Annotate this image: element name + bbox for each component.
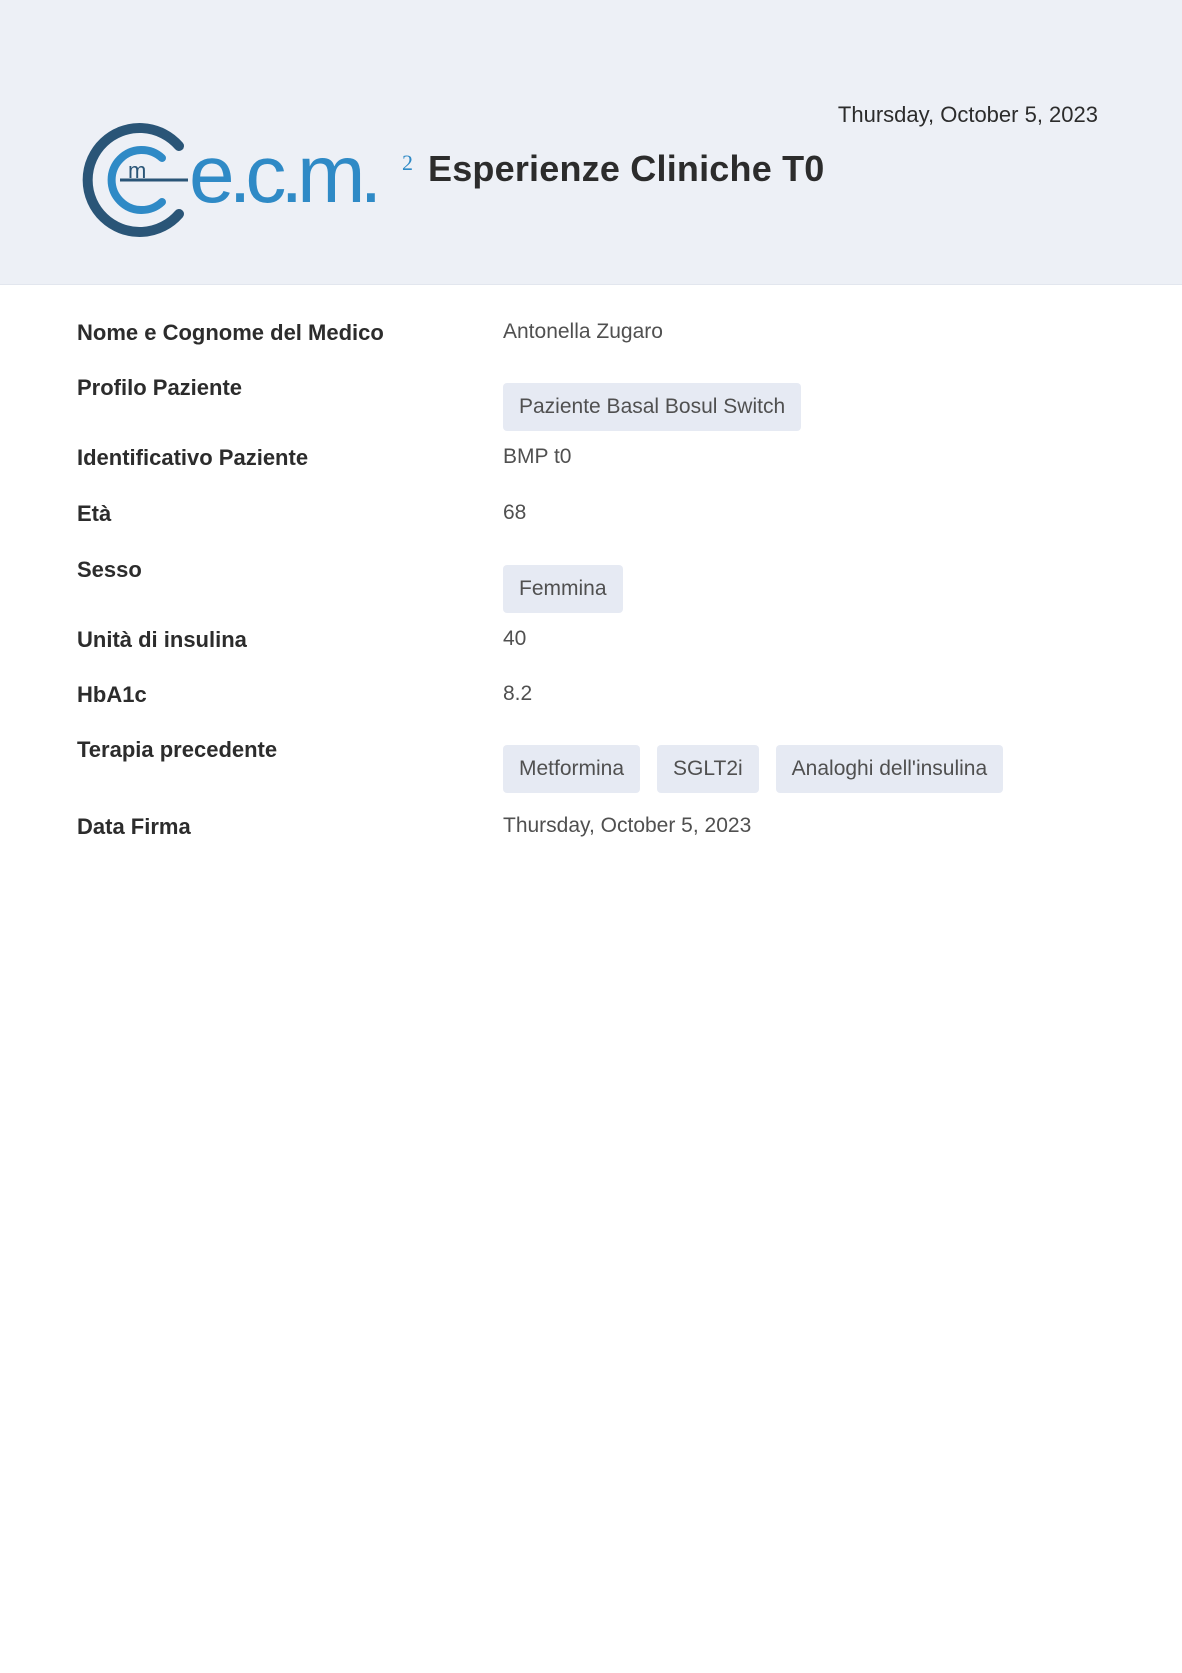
field-label: Profilo Paziente: [77, 375, 243, 400]
field-label: Identificativo Paziente: [77, 445, 309, 470]
tag: Paziente Basal Bosul Switch: [503, 383, 801, 431]
tag-list: [503, 745, 1003, 793]
field-previous-therapy: [77, 733, 1107, 810]
emblem-letter: m: [128, 158, 147, 183]
field-patient-profile: [77, 371, 1107, 441]
field-label: Terapia precedente: [77, 737, 278, 762]
field-value: BMP t0: [503, 445, 572, 468]
page-title: Esperienze Cliniche T0: [428, 148, 825, 189]
field-value: Thursday, October 5, 2023: [503, 814, 752, 837]
field-label: Nome e Cognome del Medico: [77, 320, 384, 345]
field-sex: [77, 553, 1107, 623]
logo-wordmark: e.c.m.: [189, 129, 377, 220]
field-value: 40: [503, 627, 527, 650]
tag-list: [503, 383, 801, 431]
field-label: Unità di insulina: [77, 627, 247, 652]
field-label: Sesso: [77, 557, 142, 582]
field-doctor-name: [77, 316, 1107, 371]
field-patient-id: [77, 441, 1107, 497]
report-header: [0, 0, 1182, 285]
tag: Metformina: [503, 745, 640, 793]
patient-form: [77, 316, 1107, 865]
field-label: Età: [77, 501, 112, 526]
field-label: Data Firma: [77, 814, 191, 839]
ecm-emblem-icon: [88, 128, 188, 232]
header-date: Thursday, October 5, 2023: [837, 102, 1098, 127]
tag-list: [503, 565, 623, 613]
field-value: Antonella Zugaro: [503, 320, 663, 343]
logo-superscript: 2: [402, 150, 413, 175]
field-value: 8.2: [503, 682, 533, 705]
field-insulin-units: [77, 623, 1107, 678]
field-age: [77, 497, 1107, 553]
field-hba1c: [77, 678, 1107, 733]
tag: SGLT2i: [657, 745, 759, 793]
field-signature-date: [77, 810, 1107, 865]
tag: Femmina: [503, 565, 623, 613]
ecm-logo: [76, 120, 416, 240]
field-value: 68: [503, 501, 527, 524]
tag: Analoghi dell'insulina: [776, 745, 1003, 793]
field-label: HbA1c: [77, 682, 147, 707]
